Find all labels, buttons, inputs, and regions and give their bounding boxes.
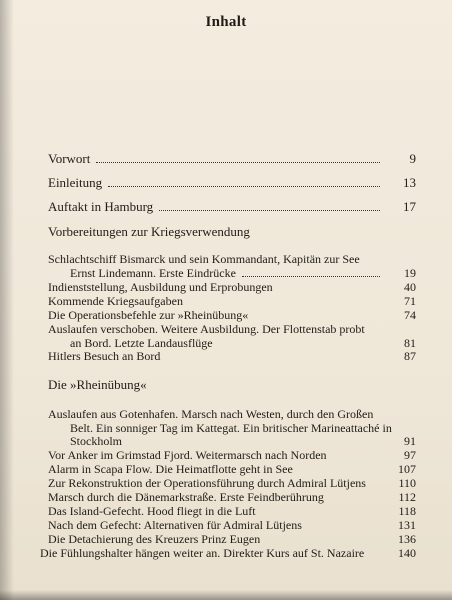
entry-title: Auslaufen aus Gotenhafen. Marsch nach Westen, durch den Großen [48, 407, 374, 421]
entry-page: 13 [403, 175, 416, 190]
entry-title: Vor Anker im Grimstad Fjord. Weitermarsch nach Norden [48, 448, 327, 462]
entry-title-cont: Belt. Ein sonniger Tag im Kattegat. Ein britischer Marineattaché in [70, 420, 392, 435]
toc-entry [48, 152, 416, 166]
entry-page: 19 [404, 265, 416, 280]
entry-title: Die Detachierung des Kreuzers Prinz Eugen [48, 532, 261, 546]
entry-page: 40 [404, 280, 416, 294]
entry-page: 110 [398, 476, 416, 490]
toc-entry [48, 253, 416, 280]
entry-page: 140 [398, 546, 416, 560]
section-heading: Vorbereitungen zur Kriegsverwendung [48, 224, 250, 239]
entry-page: 118 [398, 504, 416, 518]
entry-page: 81 [404, 335, 416, 350]
toc-entry [48, 408, 416, 449]
entry-page: 91 [404, 434, 416, 448]
entry-title: Einleitung [48, 175, 103, 190]
entry-page: 107 [398, 462, 416, 476]
toc-entry [48, 323, 416, 350]
toc-entry [40, 547, 416, 561]
entry-title: Zur Rekonstruktion der Operationsführung durch Admiral Lütjens [48, 476, 366, 490]
toc-entry [48, 295, 416, 309]
entry-page: 17 [403, 199, 416, 214]
entry-page: 131 [398, 518, 416, 532]
page-edge-shadow [0, 0, 14, 600]
entry-page: 87 [404, 349, 416, 363]
entry-page: 97 [404, 448, 416, 462]
page-bottom-shadow [0, 590, 452, 600]
entry-title: Hitlers Besuch an Bord [48, 349, 161, 363]
toc-entry [48, 463, 416, 477]
entry-title-cont: an Bord. Letzte Landausflüge [70, 335, 213, 350]
toc-entry [48, 309, 416, 323]
entry-page: 74 [404, 308, 416, 322]
toc-entry [48, 176, 416, 190]
entry-title-cont: Ernst Lindemann. Erste Eindrücke [70, 265, 236, 280]
toc-entry [48, 281, 416, 295]
toc-entry [48, 477, 416, 491]
entry-title: Indienststellung, Ausbildung und Erprobungen [48, 280, 273, 294]
entry-title: Kommende Kriegsaufgaben [48, 294, 183, 308]
entry-title: Marsch durch die Dänemarkstraße. Erste Feindberührung [48, 490, 324, 504]
entry-title: Nach dem Gefecht: Alternativen für Admiral Lütjens [48, 518, 302, 532]
toc-entry [48, 200, 416, 214]
toc-entry [48, 350, 416, 364]
entry-title: Alarm in Scapa Flow. Die Heimatflotte geht in See [48, 462, 293, 476]
entry-title-cont: Stockholm [70, 434, 123, 448]
entry-title: Die Operationsbefehle zur »Rheinübung« [48, 308, 249, 322]
toc-entry [48, 519, 416, 533]
toc-entry [48, 449, 416, 463]
entry-title: Vorwort [48, 151, 91, 166]
entry-title: Auftakt in Hamburg [48, 199, 154, 214]
section-heading: Die »Rheinübung« [48, 377, 147, 392]
page-title: Inhalt [205, 14, 247, 30]
entry-page: 112 [398, 490, 416, 504]
entry-title: Schlachtschiff Bismarck und sein Kommandant, Kapitän zur See [48, 252, 360, 266]
toc-entry [48, 491, 416, 505]
entry-title: Auslaufen verschoben. Weitere Ausbildung. Der Flottenstab probt [48, 322, 365, 336]
toc-entry [48, 533, 416, 547]
entry-title: Das Island-Gefecht. Hood fliegt in die Luft [48, 504, 256, 518]
entry-page: 9 [409, 151, 416, 166]
toc-entry [48, 505, 416, 519]
entry-title: Die Fühlungshalter hängen weiter an. Direkter Kurs auf St. Nazaire [40, 546, 365, 560]
entry-page: 71 [404, 294, 416, 308]
entry-page: 136 [398, 532, 416, 546]
